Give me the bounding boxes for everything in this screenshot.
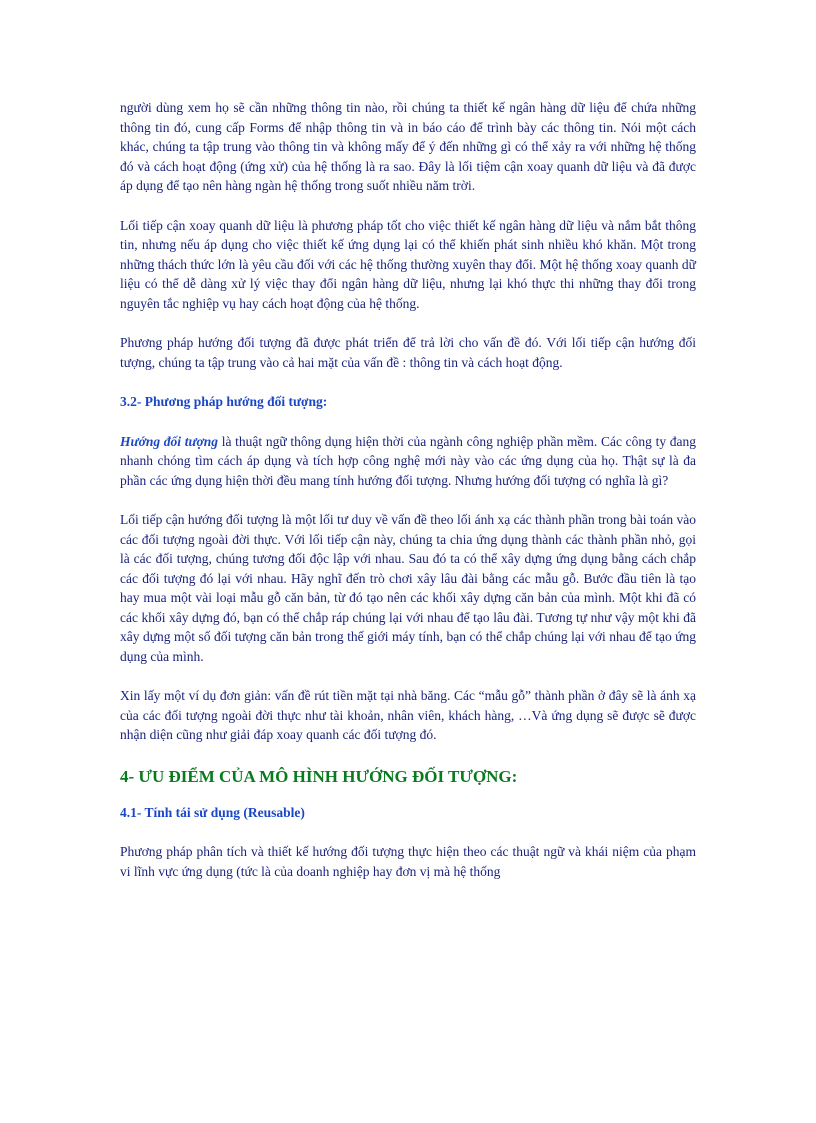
section-3-2-paragraph-1 <box>120 432 696 491</box>
term-object-oriented: Hướng đối tượng <box>120 433 219 449</box>
section-3-2-heading: 3.2- Phương pháp hướng đối tượng: <box>120 394 328 409</box>
section-4-1-heading: 4.1- Tính tái sử dụng (Reusable) <box>120 804 305 820</box>
document-page <box>120 98 696 901</box>
section-4-heading: 4- ƯU ĐIỂM CỦA MÔ HÌNH HƯỚNG ĐỐI TƯỢNG: <box>120 766 518 786</box>
intro-paragraph-3: Phương pháp hướng đối tượng đã được phát triển để trả lời cho vấn đề đó. Với lối tiếp cận hướng đối tượng, chúng ta tập trung vào cả hai mặt của vấn đề : thông tin và cách hoạt động. <box>120 335 696 370</box>
section-4-1-paragraph-1: Phương pháp phân tích và thiết kế hướng đối tượng thực hiện theo các thuật ngữ và khái niệm của phạm vi lĩnh vực ứng dụng (tức là của doanh nghiệp hay đơn vị mà hệ thống <box>120 844 696 879</box>
section-3-2-paragraph-3: Xin lấy một ví dụ đơn giản: vấn đề rút tiền mặt tại nhà băng. Các “mẫu gỗ” thành phần ở đây sẽ là ánh xạ của các đối tượng ngoài đời thực như tài khoản, nhân viên, khách hàng, …Và ứng dụng sẽ được sẽ được nhận diện cũng như giải đáp xoay quanh các đối tượng đó. <box>120 688 696 742</box>
intro-paragraph-1: người dùng xem họ sẽ cần những thông tin nào, rồi chúng ta thiết kế ngân hàng dữ liệu để chứa những thông tin đó, cung cấp Forms để nhập thông tin và in báo cáo để trình bày các thông tin. Nói một cách khác, chúng ta tập trung vào thông tin và không mấy để ý đến những gì có thể xảy ra với những hệ thống đó và cách hoạt động (ứng xử) của hệ thống là ra sao. Đây là lối tiệm cận xoay quanh dữ liệu và đã được áp dụng để tạo nên hàng ngàn hệ thống trong suốt nhiều năm trời. <box>120 100 696 193</box>
intro-paragraph-2: Lối tiếp cận xoay quanh dữ liệu là phương pháp tốt cho việc thiết kế ngân hàng dữ liệu và nắm bắt thông tin, nhưng nếu áp dụng cho việc thiết kế ứng dụng lại có thể khiến phát sinh nhiều khó khăn. Một trong những thách thức lớn là yêu cầu đối với các hệ thống thường xuyên thay đổi. Một hệ thống xoay quanh dữ liệu có thể dễ dàng xử lý việc thay đổi ngân hàng dữ liệu, nhưng lại khó thực thi những thay đổi trong nguyên tắc nghiệp vụ hay cách hoạt động của hệ thống. <box>120 217 696 311</box>
section-3-2-paragraph-2: Lối tiếp cận hướng đối tượng là một lối tư duy về vấn đề theo lối ánh xạ các thành phần trong bài toán vào các đối tượng ngoài đời thực. Với lối tiếp cận này, chúng ta chia ứng dụng thành các thành phần nhỏ, gọi là các đối tượng, chúng tương đối độc lập với nhau. Sau đó ta có thể xây dựng ứng dụng bằng cách chắp các đối tượng đó lại với nhau. Hãy nghĩ đến trò chơi xây lâu đài bằng các mẫu gỗ. Bước đầu tiên là tạo hay mua một vài loại mẫu gỗ căn bản, từ đó tạo nên các khối xây dựng căn bản của mình. Một khi đã có các khối xây dựng đó, bạn có thể chắp ráp chúng lại với nhau để tạo lâu đài. Tương tự như vậy một khi đã xây dựng một số đối tượng căn bản trong thế giới máy tính, bạn có thể chắp chúng lại với nhau để tạo ứng dụng của mình. <box>120 512 696 664</box>
section-3-2-paragraph-1-text: là thuật ngữ thông dụng hiện thời của ngành công nghiệp phần mềm. Các công ty đang nhanh chóng tìm cách áp dụng và tích hợp công nghệ mới này vào các ứng dụng của họ. Thật sự là đa phần các ứng dụng hiện thời đều mang tính hướng đối tượng. Nhưng hướng đối tượng có nghĩa là gì? <box>120 433 696 488</box>
